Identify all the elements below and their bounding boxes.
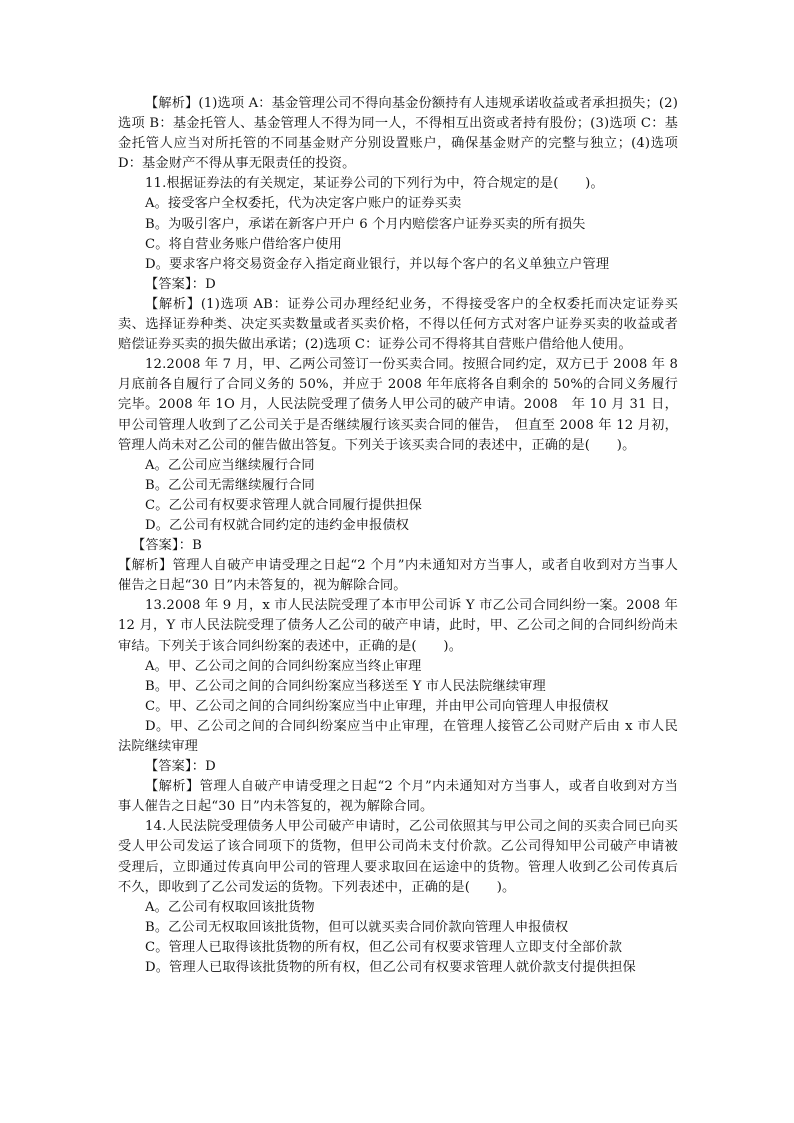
q13-option-a: A。甲、乙公司之间的合同纠纷案应当终止审理 (145, 658, 422, 674)
q12-option-b: B。乙公司无需继续履行合同 (145, 477, 315, 493)
question-14: 14.人民法院受理债务人甲公司破产申请时，乙公司依照其与甲公司之间的买卖合同已向买受人甲公司发运了该合同项下的货物，但甲公司尚未支付价款。乙公司得知甲公司破产申请被受理后，立即通过传真向甲公司的管理人要求取回在运途中的货物。管理人收到乙公司传真后不久，即收到了乙公司发运的货物。下列表述中，正确的是( )。 (118, 819, 678, 895)
q11-answer: 【答案】：D (145, 276, 216, 292)
q14-option-b: B。乙公司无权取回该批货物，但可以就买卖合同价款向管理人申报债权 (145, 919, 569, 935)
q13-analysis: 【解析】管理人自破产申请受理之日起“2 个月”内未通知对方当事人，或者自收到对方当事人催告之日起“30 日”内未答复的，视为解除合同。 (118, 779, 678, 815)
q14-option-c: C。管理人已取得该批货物的所有权，但乙公司有权要求管理人立即支付全部价款 (145, 939, 623, 955)
document-body (118, 94, 678, 978)
question-13: 13.2008 年 9 月，x 市人民法院受理了本市甲公司诉 Y 市乙公司合同纠纷一案。2008 年 12 月，Y 市人民法院受理了债务人乙公司的破产申请，此时，甲、乙公司之间的合同纠纷尚未审结。下列关于该合同纠纷案的表述中，正确的是( )。 (118, 598, 678, 654)
q11-option-b: B。为吸引客户，承诺在新客户开户 6 个月内赔偿客户证券买卖的所有损失 (145, 216, 586, 232)
q14-option-a: A。乙公司有权取回该批货物 (145, 899, 315, 915)
question-11: 11.根据证券法的有关规定，某证券公司的下列行为中，符合规定的是( )。 (145, 176, 604, 192)
q12-option-d: D。乙公司有权就合同约定的违约金申报债权 (145, 517, 410, 533)
q11-option-a: A。接受客户全权委托，代为决定客户账户的证券买卖 (145, 196, 462, 212)
q13-option-d: D。甲、乙公司之间的合同纠纷案应当中止审理，在管理人接管乙公司财产后由 x 市人民法院继续审理 (118, 718, 678, 754)
q11-option-c: C。将自营业务账户借给客户使用 (145, 236, 342, 252)
analysis-paragraph: 【解析】(1)选项 A：基金管理公司不得向基金份额持有人违规承诺收益或者承担损失；(2)选项 B：基金托管人、基金管理人不得为同一人，不得相互出资或者持有股份；(3)选项 C：基金托管人应当对所托管的不同基金财产分别设置账户，确保基金财产的完整与独立；(4)选项 D：基金财产不得从事无限责任的投资。 (118, 96, 678, 172)
q11-option-d: D。要求客户将交易资金存入指定商业银行，并以每个客户的名义单独立户管理 (145, 256, 610, 272)
q13-option-b: B。甲、乙公司之间的合同纠纷案应当移送至 Y 市人民法院继续审理 (145, 678, 546, 694)
q12-option-a: A。乙公司应当继续履行合同 (145, 457, 315, 473)
q14-option-d: D。管理人已取得该批货物的所有权，但乙公司有权要求管理人就价款支付提供担保 (145, 960, 636, 976)
q11-analysis: 【解析】(1)选项 AB：证券公司办理经纪业务，不得接受客户的全权委托而决定证券买卖、选择证券种类、决定买卖数量或者买卖价格，不得以任何方式对客户证券买卖的收益或者赔偿证券买卖的损失做出承诺；(2)选项 C：证券公司不得将其自营账户借给他人使用。 (118, 296, 678, 353)
q12-analysis: 【解析】管理人自破产申请受理之日起“2 个月”内未通知对方当事人，或者自收到对方当事人催告之日起“30 日”内未答复的，视为解除合同。 (118, 558, 678, 594)
q12-answer: 【答案】：B (132, 538, 202, 554)
q13-answer: 【答案】：D (145, 759, 216, 775)
q12-option-c: C。乙公司有权要求管理人就合同履行提供担保 (145, 497, 422, 513)
question-12: 12.2008 年 7 月，甲、乙两公司签订一份买卖合同。按照合同约定，双方已于 2008 年 8 月底前各自履行了合同义务的 50%，并应于 2008 年年底将各自剩余的 50%的合同义务履行完毕。2008 年 1O 月，人民法院受理了债务人甲公司的破产申请。2008 年 10 月 31 日，甲公司管理人收到了乙公司关于是否继续履行该买卖合同的催告， 但直至 2008 年 12 月初，管理人尚未对乙公司的催告做出答复。下列关于该买卖合同的表述中，正确的是( )。 (118, 357, 678, 453)
q13-option-c: C。甲、乙公司之间的合同纠纷案应当中止审理，并由甲公司向管理人申报债权 (145, 698, 609, 714)
